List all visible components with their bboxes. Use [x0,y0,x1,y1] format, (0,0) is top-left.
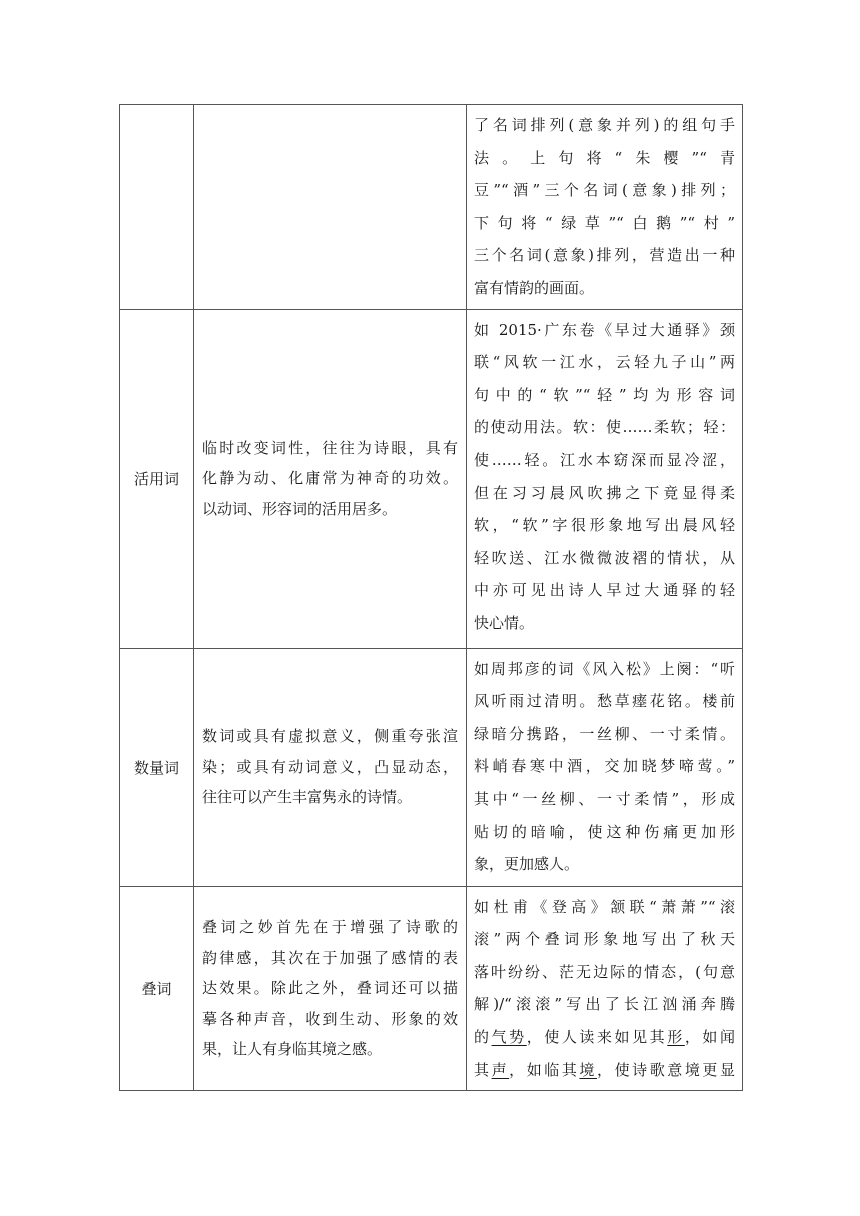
example-line: 软，“软”字很形象地写出晨风轻 [474,516,735,535]
text-fragment: 的 [474,1027,492,1046]
description-line: 达效果。除此之外，叠词还可以描 [202,979,458,998]
example-line: 轻吹送、江水微微波褶的情状，从 [474,548,735,567]
example-line: 联“风软一江水，云轻九子山”两 [474,353,735,372]
example-line: 滚”两个叠词形象地写出了秋天 [474,930,735,949]
description-cell [194,648,467,886]
example-line: 绿暗分携路，一丝柳、一寸柔情。 [474,724,735,743]
underlined-word: 境 [579,1060,597,1079]
example-line: 如杜甫《登高》颔联“萧萧”“滚 [474,897,735,916]
table-row [120,309,743,648]
example-line: 风听雨过清明。愁草瘗花铭。楼前 [474,692,735,711]
description-line: 韵律感，其次在于加强了感情的表 [202,948,458,967]
example-line: 的使动用法。软：使……柔软；轻： [474,418,735,437]
description-line: 化静为动、化庸常为神奇的功效。 [202,469,458,488]
example-line: 了名词排列(意象并列)的组句手 [474,116,735,134]
example-line: 三个名词(意象)排列，营造出一种 [474,246,735,265]
table-row [120,886,743,1091]
example-cell [467,648,743,886]
table-row [120,105,743,310]
description-line: 染；或具有动词意义，凸显动态， [202,757,458,776]
example-line: 富有情韵的画面。 [474,278,595,297]
example-line: 料峭春寒中酒，交加晓梦啼莺。” [474,757,735,776]
example-line [474,1054,735,1087]
term-cell: 活用词 [120,309,194,648]
example-line [474,1021,735,1054]
description-line: 往往可以产生丰富隽永的诗情。 [202,788,413,807]
example-line: 快心情。 [474,613,535,632]
example-line: 象，更加感人。 [474,855,580,874]
underlined-word: 声 [491,1060,510,1079]
example-line: 下句将“绿草”“白鹅”“村” [474,213,735,232]
example-line: 其中“一丝柳、一寸柔情”，形成 [474,789,735,808]
example-line: 豆”“酒”三个名词(意象)排列； [474,181,735,200]
text-fragment: ，如闻 [684,1027,735,1046]
example-line: 如 2015·广东卷《早过大通驿》颈 [474,320,735,339]
underlined-word: 气势 [491,1027,527,1046]
description-line: 以动词、形容词的活用居多。 [202,499,398,518]
description-line: 果，让人有身临其境之感。 [202,1040,383,1059]
term-cell: 叠词 [120,886,194,1091]
term-cell: 数量词 [120,648,194,886]
example-line: 句中的“软”“轻”均为形容词 [474,385,735,404]
example-line: 贴切的暗喻，使这种伤痛更加形 [474,822,735,841]
underlined-word: 形 [667,1027,685,1046]
example-cell [467,309,743,648]
text-fragment: ，如临其 [509,1060,580,1079]
example-line: 中亦可见出诗人早过大通驿的轻 [474,581,735,600]
example-line: 但在习习晨风吹拂之下竟显得柔 [474,483,735,502]
example-line: 如周邦彦的词《风入松》上阕：“听 [474,659,735,678]
table-row [120,648,743,886]
example-cell [467,886,743,1091]
description-line: 数词或具有虚拟意义，侧重夸张渲 [202,727,458,746]
example-line: 落叶纷纷、茫无边际的情态，(句意 [474,962,735,981]
description-line: 叠词之妙首先在于增强了诗歌的 [202,918,458,937]
description-cell [194,105,467,310]
description-line: 摹各种声音，收到生动、形象的效 [202,1009,458,1028]
example-line: 使……轻。江水本窈深而显冷涩， [474,450,735,469]
text-fragment: 其 [474,1060,492,1079]
text-fragment: ，使人读来如见其 [526,1027,668,1046]
description-cell [194,886,467,1091]
description-cell [194,309,467,648]
example-line: 法。上句将“朱樱”“青 [474,148,735,167]
term-cell [120,105,194,310]
example-cell [467,105,743,310]
text-fragment: ，使诗歌意境更显 [597,1060,735,1079]
example-line: 解)/“滚滚”写出了长江汹涌奔腾 [474,995,735,1014]
comparison-table [119,104,743,1091]
description-line: 临时改变词性，往往为诗眼，具有 [202,438,458,457]
